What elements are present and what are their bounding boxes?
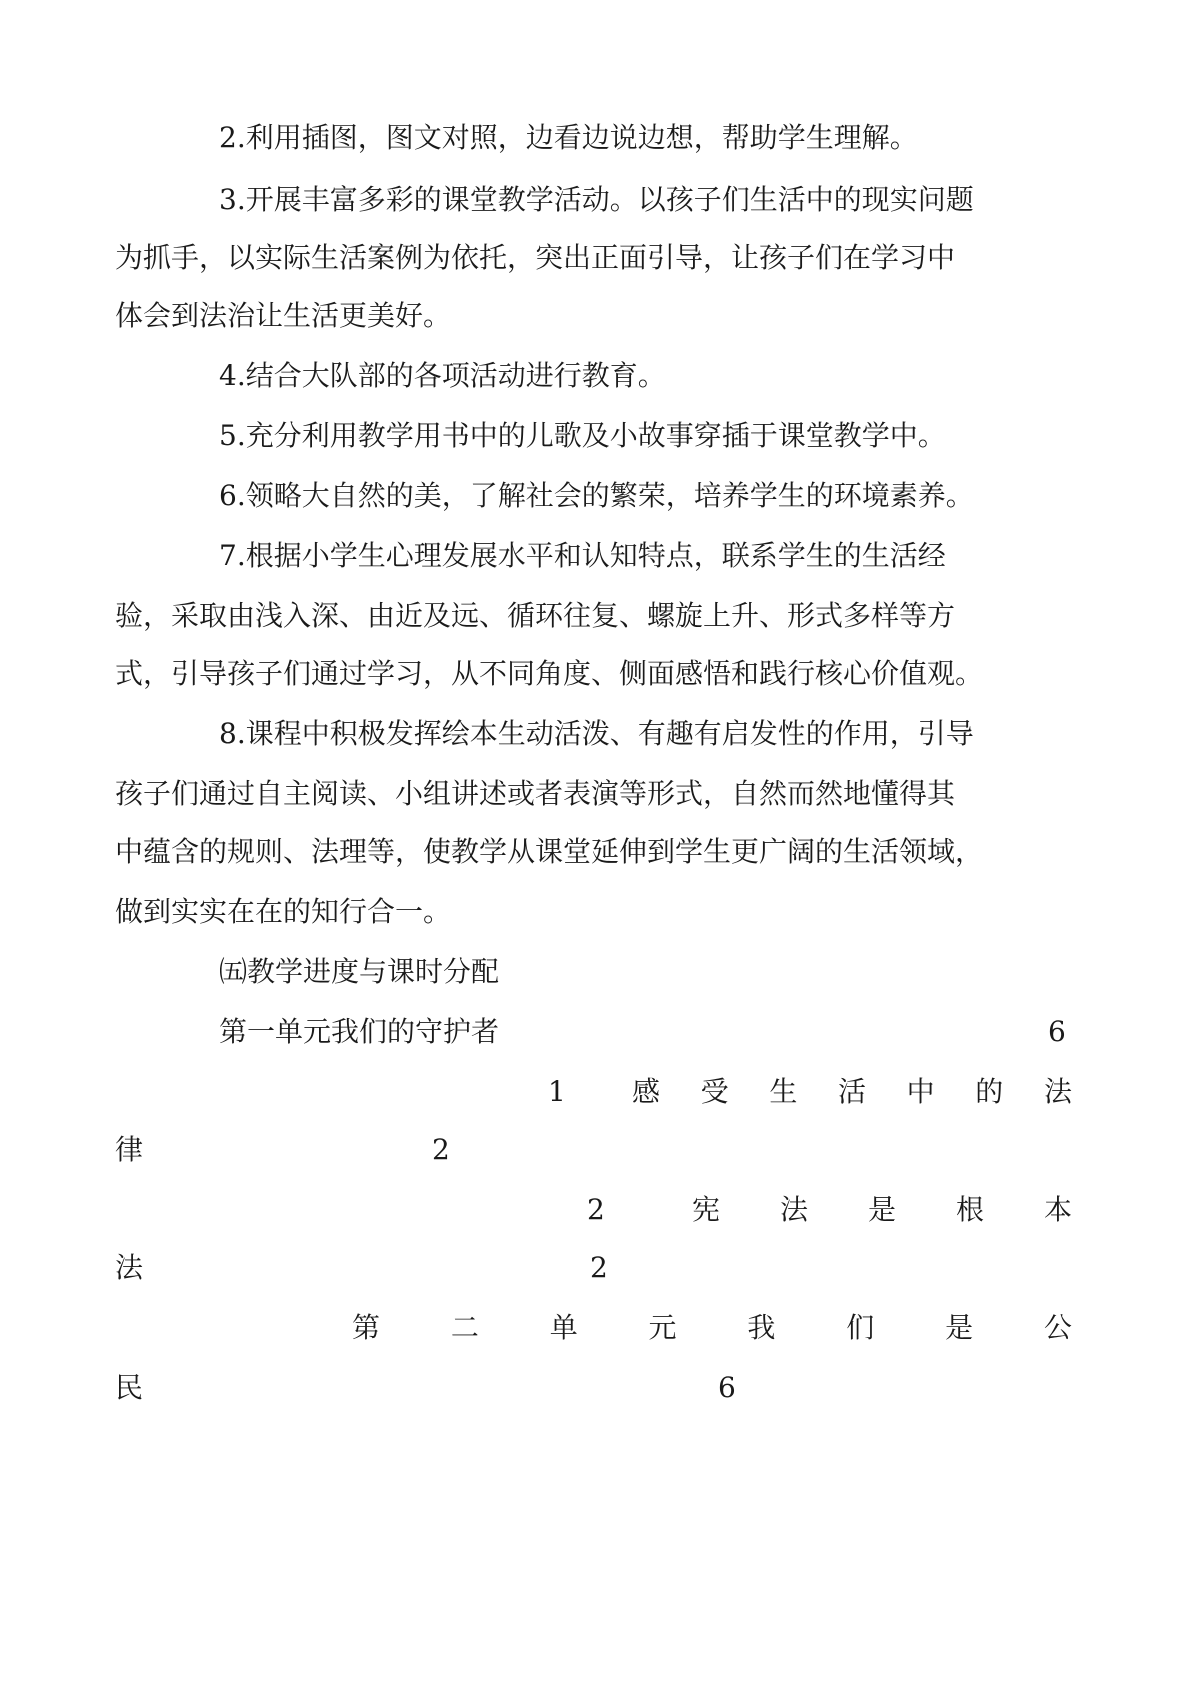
unit2-char: 单 [549, 1311, 578, 1344]
lesson1-title-spread [632, 1074, 1072, 1110]
paragraph-line: 7.根据小学生心理发展水平和认知特点，联系学生的生活经 [219, 539, 946, 572]
unit1-title: 第一单元我们的守护者 [219, 1015, 500, 1048]
paragraph-line: 3.开展丰富多彩的课堂教学活动。以孩子们生活中的现实问题 [219, 183, 974, 216]
unit2-char: 第 [352, 1311, 381, 1344]
unit2-char: 元 [648, 1311, 677, 1344]
lesson1-char: 法 [1043, 1075, 1072, 1108]
paragraph-line: 6.领略大自然的美，了解社会的繁荣，培养学生的环境素养。 [219, 479, 974, 512]
unit2-title-spread [352, 1310, 1072, 1346]
unit2-char: 们 [846, 1311, 875, 1344]
paragraph-line: 5.充分利用教学用书中的儿歌及小故事穿插于课堂教学中。 [219, 419, 946, 452]
unit2-char: 我 [747, 1311, 776, 1344]
lesson1-char: 的 [975, 1075, 1004, 1108]
unit2-char: 二 [450, 1311, 479, 1344]
lesson1-title-end: 律 [115, 1133, 144, 1166]
paragraph-line: 孩子们通过自主阅读、小组讲述或者表演等形式，自然而然地懂得其 [115, 777, 956, 810]
unit2-hours: 6 [718, 1371, 736, 1404]
paragraph-line: 4.结合大队部的各项活动进行教育。 [219, 359, 666, 392]
paragraph-line: 2.利用插图，图文对照，边看边说边想，帮助学生理解。 [219, 121, 918, 154]
lesson1-char: 活 [837, 1075, 866, 1108]
paragraph-line: 为抓手，以实际生活案例为依托，突出正面引导，让孩子们在学习中 [115, 241, 956, 274]
paragraph-line: 验，采取由浅入深、由近及远、循环往复、螺旋上升、形式多样等方 [115, 599, 956, 632]
section-heading: ㈤教学进度与课时分配 [219, 955, 500, 988]
lesson1-number: 1 [548, 1075, 566, 1108]
lesson2-char: 是 [867, 1193, 896, 1226]
lesson1-char: 生 [769, 1075, 798, 1108]
unit2-title-end: 民 [115, 1371, 144, 1404]
lesson2-char: 根 [955, 1193, 984, 1226]
unit2-char: 公 [1043, 1311, 1072, 1344]
lesson2-number: 2 [587, 1193, 605, 1226]
unit1-hours: 6 [1048, 1015, 1066, 1048]
lesson2-char: 本 [1043, 1193, 1072, 1226]
lesson2-hours: 2 [590, 1251, 608, 1284]
paragraph-line: 8.课程中积极发挥绘本生动活泼、有趣有启发性的作用，引导 [219, 717, 974, 750]
paragraph-line: 做到实实在在的知行合一。 [115, 895, 452, 928]
lesson2-title-end: 法 [115, 1251, 144, 1284]
paragraph-line: 式，引导孩子们通过学习，从不同角度、侧面感悟和践行核心价值观。 [115, 657, 984, 690]
unit2-char: 是 [945, 1311, 974, 1344]
paragraph-line: 中蕴含的规则、法理等，使教学从课堂延伸到学生更广阔的生活领域， [115, 835, 984, 868]
lesson1-hours: 2 [432, 1133, 450, 1166]
lesson2-char: 宪 [692, 1193, 721, 1226]
lesson1-char: 感 [632, 1075, 661, 1108]
lesson2-title-spread [692, 1192, 1072, 1228]
paragraph-line: 体会到法治让生活更美好。 [115, 299, 452, 332]
lesson1-char: 中 [906, 1075, 935, 1108]
lesson1-char: 受 [700, 1075, 729, 1108]
lesson2-char: 法 [779, 1193, 808, 1226]
